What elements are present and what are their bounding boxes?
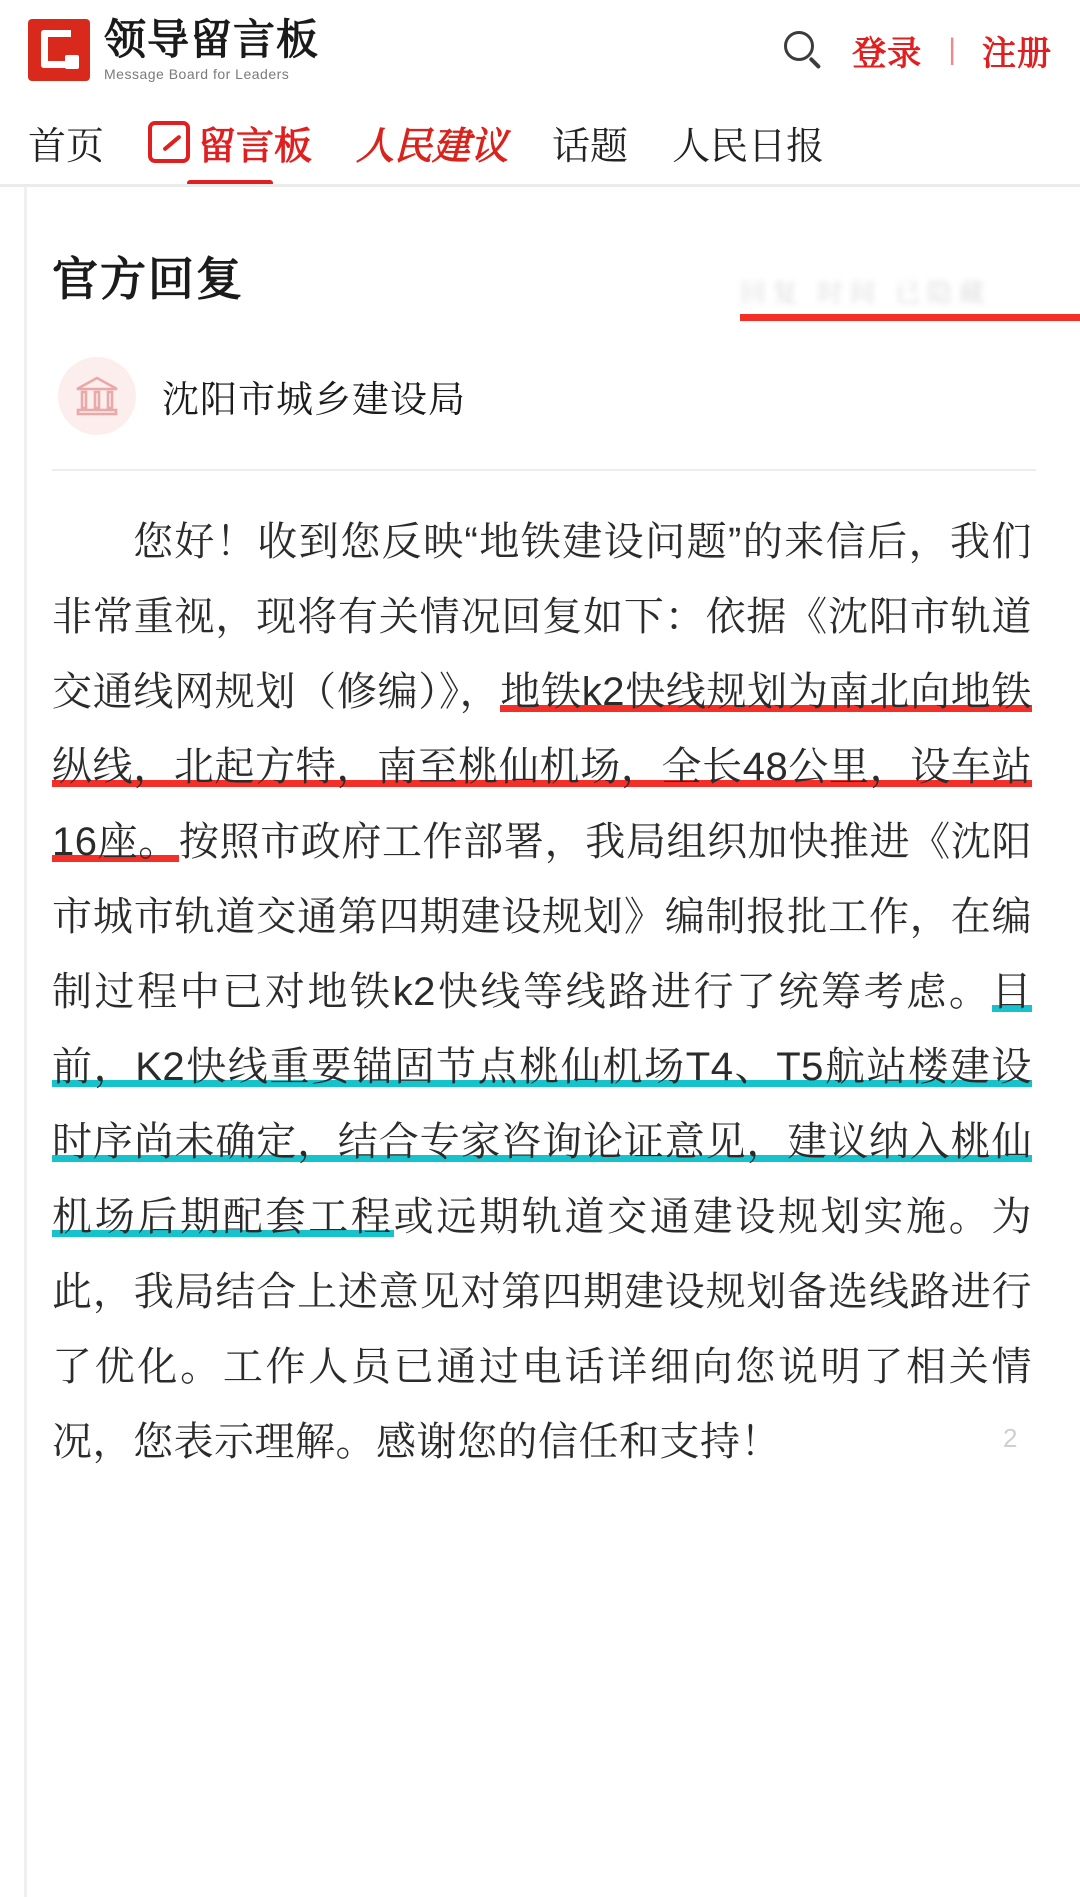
nav-item-home[interactable] (28, 115, 104, 170)
pencil-icon (148, 121, 190, 163)
nav-item-label: 首页 (28, 125, 105, 168)
reply-segment-3: 按照市政府工作部署，我局组织加快推进《沈阳市城市轨道交通第四期建设规划》编制报批工作，在编制过程中已对地铁k2快线等线路进行了统筹考虑。 (52, 820, 1032, 1014)
nav-item-label: 人民建议 (356, 125, 509, 168)
department-row[interactable] (52, 323, 1036, 469)
red-underline-annotation (740, 314, 1080, 321)
reply-segment-1: 您好！收到您反映“地铁建设问题”的来信后，我们非常重视，现将有关情况回复如下：依据《沈阳市轨道交通线网规划（修编）》， (52, 520, 1032, 714)
nav-item-public-suggestions[interactable] (356, 115, 508, 170)
main-nav (0, 100, 1080, 184)
government-bank-icon (75, 376, 119, 416)
register-button[interactable]: 注册 (982, 34, 1052, 73)
reply-segment-2-red-highlight: 地铁k2快线规划为南北向地铁纵线，北起方特，南至桃仙机场，全长48公里，设车站16座。 (52, 670, 1032, 864)
nav-active-indicator (187, 180, 273, 185)
page-title: 官方回复 (52, 253, 244, 305)
nav-item-label: 话题 (552, 125, 629, 168)
nav-item-label: 人民日报 (672, 125, 825, 168)
page-number: 2 (1003, 1423, 1018, 1453)
reply-content (52, 505, 1036, 1480)
nav-item-label: 留言板 (198, 125, 313, 168)
divider (52, 469, 1036, 471)
brand-text (104, 16, 320, 82)
nav-item-topics[interactable] (552, 115, 628, 170)
redacted-timestamp (740, 271, 1080, 323)
reply-segment-4-cyan-highlight: 目前，K2快线重要锚固节点桃仙机场T4、T5航站楼建设时序尚未确定，结合专家咨询论证意见，建议纳入桃仙机场后期配套工程 (52, 970, 1032, 1239)
search-icon[interactable] (780, 27, 826, 73)
official-reply-card (0, 187, 1080, 1480)
reply-segment-5: 或远期轨道交通建设规划实施。为此，我局结合上述意见对第四期建设规划备选线路进行了优化。工作人员已通过电话详细向您说明了相关情况，您表示理解。感谢您的信任和支持！ (52, 1195, 1033, 1464)
auth-separator: | (948, 33, 956, 66)
header-actions (780, 26, 1052, 75)
left-rule-decoration (24, 187, 27, 1897)
login-button[interactable]: 登录 (852, 34, 923, 73)
page-body (0, 187, 1080, 1480)
department-name: 沈阳市城乡建设局 (162, 379, 466, 420)
brand-logo[interactable] (28, 16, 320, 82)
brand-title-cn: 领导留言板 (104, 16, 320, 63)
site-header (0, 0, 1080, 100)
brand-mark-icon (28, 19, 90, 81)
brand-title-en: Message Board for Leaders (104, 66, 290, 82)
title-row (52, 243, 1036, 323)
nav-item-message-board[interactable] (148, 115, 312, 170)
avatar (58, 357, 136, 435)
nav-item-peoples-daily[interactable] (672, 115, 824, 170)
redacted-text: 回复 时间 已隐藏 (740, 278, 991, 308)
